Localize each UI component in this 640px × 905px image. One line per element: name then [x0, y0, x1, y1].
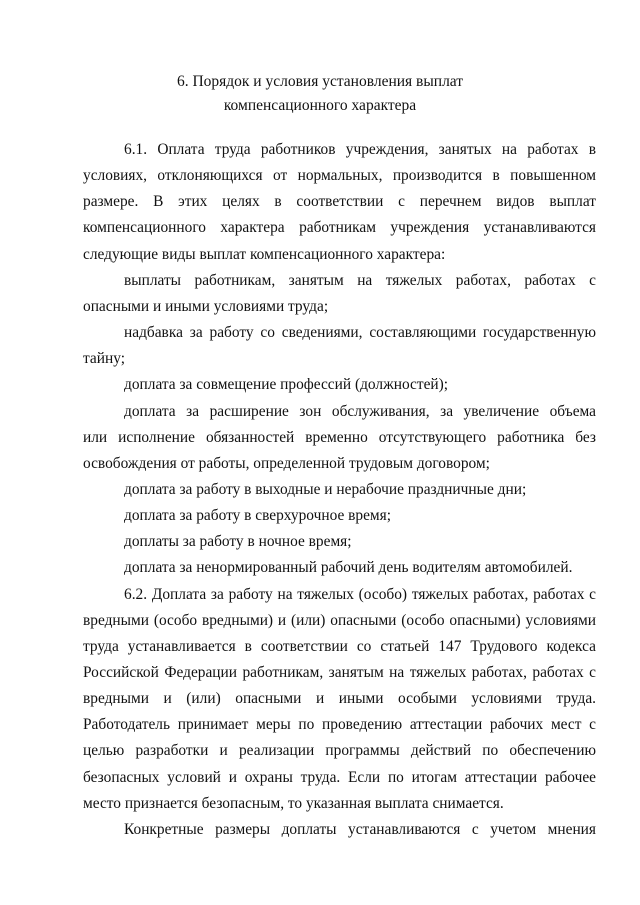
text-line: доплата за совмещение профессий (должностей); — [124, 376, 449, 394]
text-line: или исполнение обязанностей временно отсутствующего работника без — [83, 428, 596, 446]
text-line: доплата за ненормированный рабочий день водителям автомобилей. — [124, 559, 573, 577]
text-line: условиях, отклоняющихся от нормальных, производится в повышенном — [83, 167, 596, 185]
text-line: опасными и иными условиями труда; — [83, 297, 329, 315]
text-line: выплаты работникам, занятым на тяжелых работах, работах с — [124, 271, 596, 289]
text-line: безопасных условий и охраны труда. Если по итогам аттестации рабочее — [83, 768, 596, 786]
text-line: доплаты за работу в ночное время; — [124, 533, 352, 551]
text-line: 6.1. Оплата труда работников учреждения, занятых на работах в — [124, 141, 596, 158]
text-line: доплата за работу в сверхурочное время; — [124, 507, 392, 525]
text-line: вредными (особо вредными) и (или) опасными (особо опасными) условиями — [83, 611, 596, 629]
text-line: Российской Федерации работникам, занятым на тяжелых работах, работах с — [83, 664, 596, 681]
section-heading-line-1: 6. Порядок и условия установления выплат — [176, 73, 464, 90]
text-line: вредными и (или) опасными и иными особыми условиями труда. — [83, 690, 596, 708]
text-line: целью разработки и реализации программы действий по обеспечению — [83, 742, 596, 760]
text-line: 6.2. Доплата за работу на тяжелых (особо) тяжелых работах, работах с — [124, 585, 596, 603]
text-line: Работодатель принимает меры по проведению аттестации рабочих мест с — [83, 716, 596, 734]
text-line: Конкретные размеры доплаты устанавливаются с учетом мнения — [124, 820, 596, 838]
text-line: труда устанавливается в соответствии со статьей 147 Трудового кодекса — [83, 637, 596, 655]
text-line: доплата за расширение зон обслуживания, за увеличение объема — [124, 402, 596, 420]
text-line: освобождения от работы, определенной трудовым договором; — [83, 454, 490, 472]
text-line: доплата за работу в выходные и нерабочие праздничные дни; — [124, 480, 527, 498]
text-line: следующие виды выплат компенсационного характера: — [83, 245, 446, 263]
text-line: место признается безопасным, то указанная выплата снимается. — [83, 794, 504, 812]
text-line: размере. В этих целях в соответствии с перечнем видов выплат — [83, 193, 596, 211]
section-heading-line-2: компенсационного характера — [223, 97, 417, 114]
text-line: надбавка за работу со сведениями, составляющими государственную — [124, 324, 596, 342]
text-line: компенсационного характера работникам учреждения устанавливаются — [83, 219, 596, 237]
text-line: тайну; — [83, 350, 125, 368]
